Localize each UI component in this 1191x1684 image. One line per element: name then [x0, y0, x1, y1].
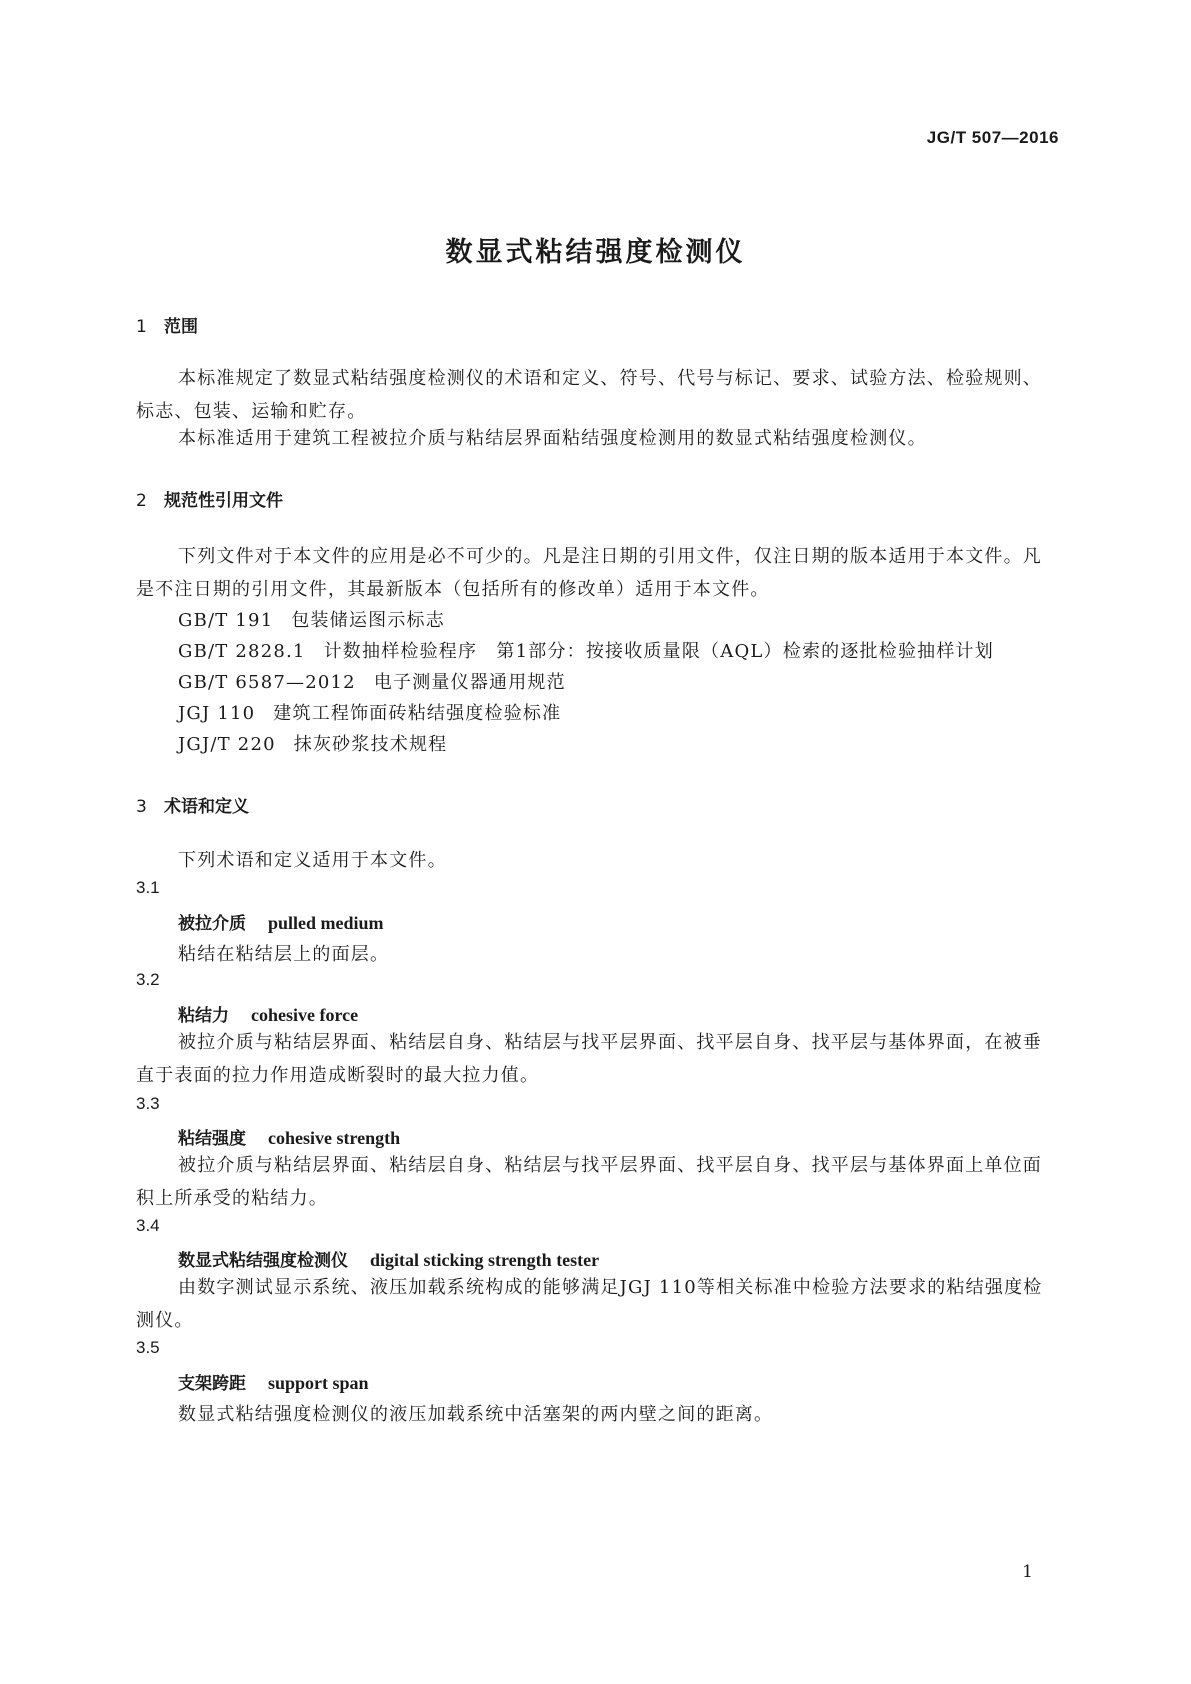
- term-en: pulled medium: [268, 913, 384, 933]
- paragraph: 本标准适用于建筑工程被拉介质与粘结层界面粘结强度检测用的数显式粘结强度检测仪。: [178, 428, 927, 449]
- reference-title: 建筑工程饰面砖粘结强度检验标准: [273, 703, 562, 724]
- term-heading: [178, 1246, 599, 1271]
- paragraph: 下列术语和定义适用于本文件。: [178, 850, 447, 871]
- paragraph: 下列文件对于本文件的应用是必不可少的。凡是注日期的引用文件，仅注日期的版本适用于本文件。凡是不注日期的引用文件，其最新版本（包括所有的修改单）适用于本文件。: [136, 546, 1042, 600]
- term-definition: 由数字测试显示系统、液压加载系统构成的能够满足JGJ 110等相关标准中检验方法要求的粘结强度检测仪。: [136, 1277, 1043, 1331]
- reference-code: JGJ 110: [178, 703, 256, 724]
- reference-title: 抹灰砂浆技术规程: [293, 734, 448, 755]
- term-definition: 被拉介质与粘结层界面、粘结层自身、粘结层与找平层界面、找平层自身、找平层与基体界面，在被垂直于表面的拉力作用造成断裂时的最大拉力值。: [136, 1032, 1042, 1086]
- term-heading: [178, 1369, 369, 1394]
- standard-code: JG/T 507—2016: [926, 128, 1059, 147]
- reference-code: GB/T 6587—2012: [178, 672, 356, 693]
- reference-title: 电子测量仪器通用规范: [373, 672, 566, 693]
- term-number: 3.3: [136, 1094, 160, 1113]
- section-title: 范围: [164, 317, 198, 337]
- term-number: 3.4: [136, 1216, 160, 1235]
- term-en: support span: [268, 1373, 369, 1393]
- reference-code: GB/T 2828.1: [178, 641, 306, 662]
- section-number: 3: [136, 797, 147, 817]
- term-number: 3.5: [136, 1338, 160, 1357]
- section-1-heading: [136, 312, 198, 337]
- term-heading: [178, 1001, 358, 1026]
- term-definition: 数显式粘结强度检测仪的液压加载系统中活塞架的两内壁之间的距离。: [178, 1404, 774, 1425]
- term-en: cohesive force: [251, 1005, 359, 1025]
- term-heading: [178, 1124, 400, 1149]
- term-number: 3.1: [136, 878, 160, 897]
- term-zh: 数显式粘结强度检测仪: [178, 1251, 348, 1271]
- reference-code: JGJ/T 220: [178, 734, 276, 755]
- page-number: 1: [1022, 1562, 1033, 1582]
- term-zh: 支架跨距: [178, 1374, 246, 1394]
- section-title: 术语和定义: [164, 797, 249, 817]
- reference-code: GB/T 191: [178, 610, 274, 631]
- reference-title: 计数抽样检验程序 第1部分：按接收质量限（AQL）检索的逐批检验抽样计划: [323, 641, 994, 662]
- term-definition: 粘结在粘结层上的面层。: [178, 944, 390, 965]
- term-number: 3.2: [136, 970, 160, 989]
- term-zh: 被拉介质: [178, 914, 246, 934]
- reference-item: [178, 730, 447, 756]
- term-en: cohesive strength: [268, 1128, 401, 1148]
- term-heading: [178, 909, 384, 934]
- reference-item: [178, 668, 566, 694]
- term-definition: 被拉介质与粘结层界面、粘结层自身、粘结层与找平层界面、找平层自身、找平层与基体界面上单位面积上所承受的粘结力。: [136, 1155, 1042, 1209]
- term-zh: 粘结强度: [178, 1129, 246, 1149]
- reference-item: [178, 637, 994, 663]
- term-zh: 粘结力: [178, 1006, 229, 1026]
- section-3-heading: [136, 792, 249, 817]
- reference-title: 包装储运图示标志: [291, 610, 445, 631]
- term-en: digital sticking strength tester: [370, 1250, 600, 1270]
- reference-item: [178, 606, 445, 632]
- section-title: 规范性引用文件: [164, 491, 283, 511]
- section-number: 1: [136, 317, 147, 337]
- reference-item: [178, 699, 561, 725]
- document-title: 数显式粘结强度检测仪: [445, 237, 746, 268]
- section-2-heading: [136, 486, 283, 511]
- paragraph: 本标准规定了数显式粘结强度检测仪的术语和定义、符号、代号与标记、要求、试验方法、检验规则、标志、包装、运输和贮存。: [136, 368, 1042, 422]
- section-number: 2: [136, 491, 147, 511]
